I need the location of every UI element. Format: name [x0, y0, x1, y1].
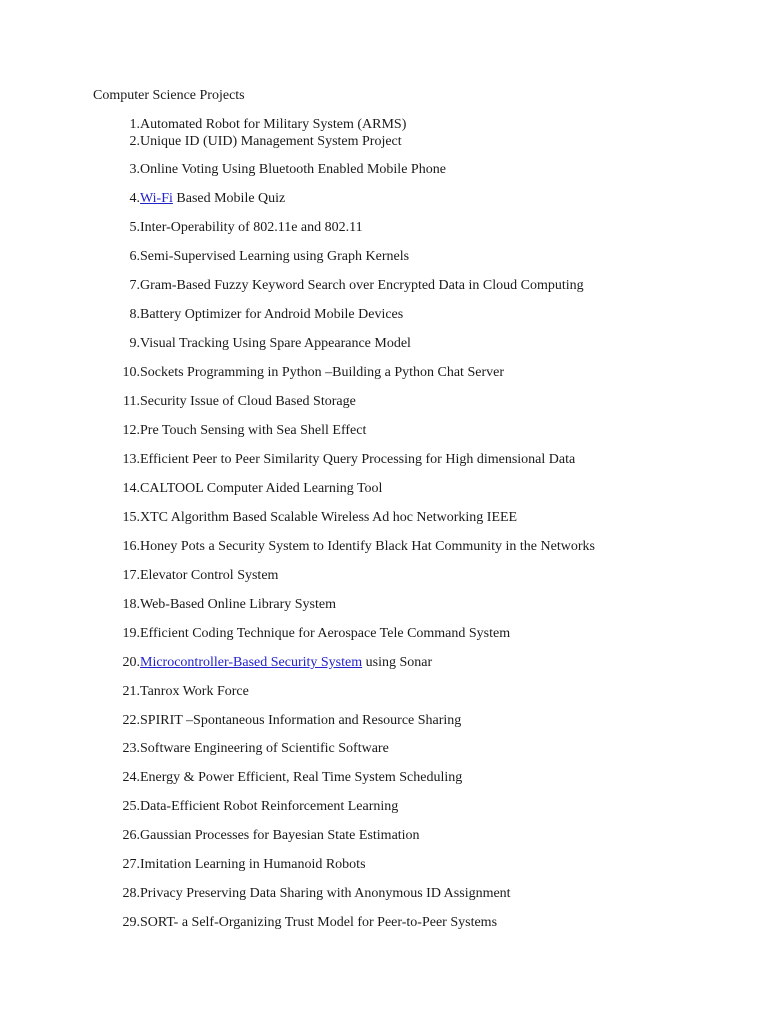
item-number: 21. — [122, 684, 140, 699]
item-text: CALTOOL Computer Aided Learning Tool — [140, 481, 383, 496]
wifi-link[interactable]: Wi-Fi — [140, 191, 173, 206]
item-text: Visual Tracking Using Spare Appearance Model — [140, 336, 411, 351]
item-text: Online Voting Using Bluetooth Enabled Mobile Phone — [140, 162, 446, 177]
list-item — [112, 509, 518, 527]
item-text: SPIRIT –Spontaneous Information and Resource Sharing — [140, 713, 462, 728]
item-number: 11. — [123, 394, 140, 409]
microcontroller-security-link[interactable]: Microcontroller-Based Security System — [140, 655, 363, 670]
document-title: Computer Science Projects — [93, 88, 245, 103]
list-item — [112, 335, 411, 353]
item-number: 7. — [129, 278, 140, 293]
item-text: Software Engineering of Scientific Software — [140, 741, 389, 756]
item-number: 18. — [122, 597, 140, 612]
item-number: 23. — [122, 741, 140, 756]
list-item — [112, 422, 367, 440]
item-number: 20. — [122, 655, 140, 670]
item-number: 24. — [122, 770, 140, 785]
item-text: Efficient Coding Technique for Aerospace Tele Command System — [140, 626, 511, 641]
item-text-rest: Based Mobile Quiz — [172, 191, 286, 206]
item-text: Gram-Based Fuzzy Keyword Search over Encrypted Data in Cloud Computing — [140, 278, 584, 293]
item-number: 17. — [122, 568, 140, 583]
list-item — [112, 393, 356, 411]
item-number: 1. — [129, 117, 140, 132]
list-item — [112, 740, 389, 758]
item-text: Honey Pots a Security System to Identify Black Hat Community in the Networks — [140, 539, 595, 554]
item-text: Pre Touch Sensing with Sea Shell Effect — [140, 423, 367, 438]
list-item — [112, 856, 366, 874]
list-item — [112, 116, 407, 134]
item-number: 15. — [122, 510, 140, 525]
item-number: 27. — [122, 857, 140, 872]
list-item — [112, 769, 463, 787]
item-text — [140, 190, 285, 208]
item-number: 8. — [129, 307, 140, 322]
list-item — [112, 827, 420, 845]
item-text: Elevator Control System — [140, 568, 279, 583]
item-number: 6. — [129, 249, 140, 264]
list-item — [112, 133, 402, 151]
list-item — [112, 248, 410, 266]
list-item — [112, 567, 279, 585]
item-number: 5. — [129, 220, 140, 235]
list-item — [112, 161, 446, 179]
list-item — [112, 480, 383, 498]
item-text: Imitation Learning in Humanoid Robots — [140, 857, 366, 872]
item-number: 13. — [122, 452, 140, 467]
list-item — [112, 625, 511, 643]
item-number: 9. — [129, 336, 140, 351]
list-item — [112, 190, 286, 208]
item-text — [140, 654, 432, 672]
item-number: 19. — [122, 626, 140, 641]
item-number: 28. — [122, 886, 140, 901]
item-number: 14. — [122, 481, 140, 496]
item-number: 25. — [122, 799, 140, 814]
list-item — [112, 306, 404, 324]
list-item — [112, 277, 584, 295]
item-number: 12. — [122, 423, 140, 438]
item-text: XTC Algorithm Based Scalable Wireless Ad hoc Networking IEEE — [140, 510, 518, 525]
item-number: 16. — [122, 539, 140, 554]
item-number: 4. — [129, 191, 140, 206]
item-text: Gaussian Processes for Bayesian State Estimation — [140, 828, 420, 843]
item-text: Efficient Peer to Peer Similarity Query Processing for High dimensional Data — [140, 452, 576, 467]
item-number: 29. — [122, 915, 140, 930]
item-text: Security Issue of Cloud Based Storage — [140, 394, 356, 409]
item-text: Privacy Preserving Data Sharing with Anonymous ID Assignment — [140, 886, 511, 901]
list-item — [112, 798, 399, 816]
item-text: SORT- a Self-Organizing Trust Model for Peer-to-Peer Systems — [140, 915, 498, 930]
item-text: Inter-Operability of 802.11e and 802.11 — [140, 220, 363, 235]
list-item — [112, 596, 336, 614]
item-text: Web-Based Online Library System — [140, 597, 336, 612]
list-item — [112, 712, 462, 730]
list-item — [112, 885, 511, 903]
list-item — [112, 364, 504, 382]
item-text: Semi-Supervised Learning using Graph Kernels — [140, 249, 410, 264]
item-number: 3. — [129, 162, 140, 177]
list-item — [112, 654, 433, 672]
item-text: Tanrox Work Force — [140, 684, 249, 699]
item-text: Data-Efficient Robot Reinforcement Learning — [140, 799, 399, 814]
item-text: Unique ID (UID) Management System Project — [140, 134, 402, 149]
item-number: 26. — [122, 828, 140, 843]
list-item — [112, 538, 595, 556]
item-text: Battery Optimizer for Android Mobile Devices — [140, 307, 404, 322]
item-text: Energy & Power Efficient, Real Time System Scheduling — [140, 770, 463, 785]
list-item — [112, 914, 498, 932]
item-text: Sockets Programming in Python –Building a Python Chat Server — [140, 365, 504, 380]
item-text-rest: using Sonar — [362, 655, 433, 670]
item-text: Automated Robot for Military System (ARMS) — [140, 117, 407, 132]
item-number: 2. — [129, 134, 140, 149]
list-item — [112, 451, 576, 469]
list-item — [112, 219, 363, 237]
item-number: 22. — [122, 713, 140, 728]
item-number: 10. — [122, 365, 140, 380]
list-item — [112, 683, 249, 701]
